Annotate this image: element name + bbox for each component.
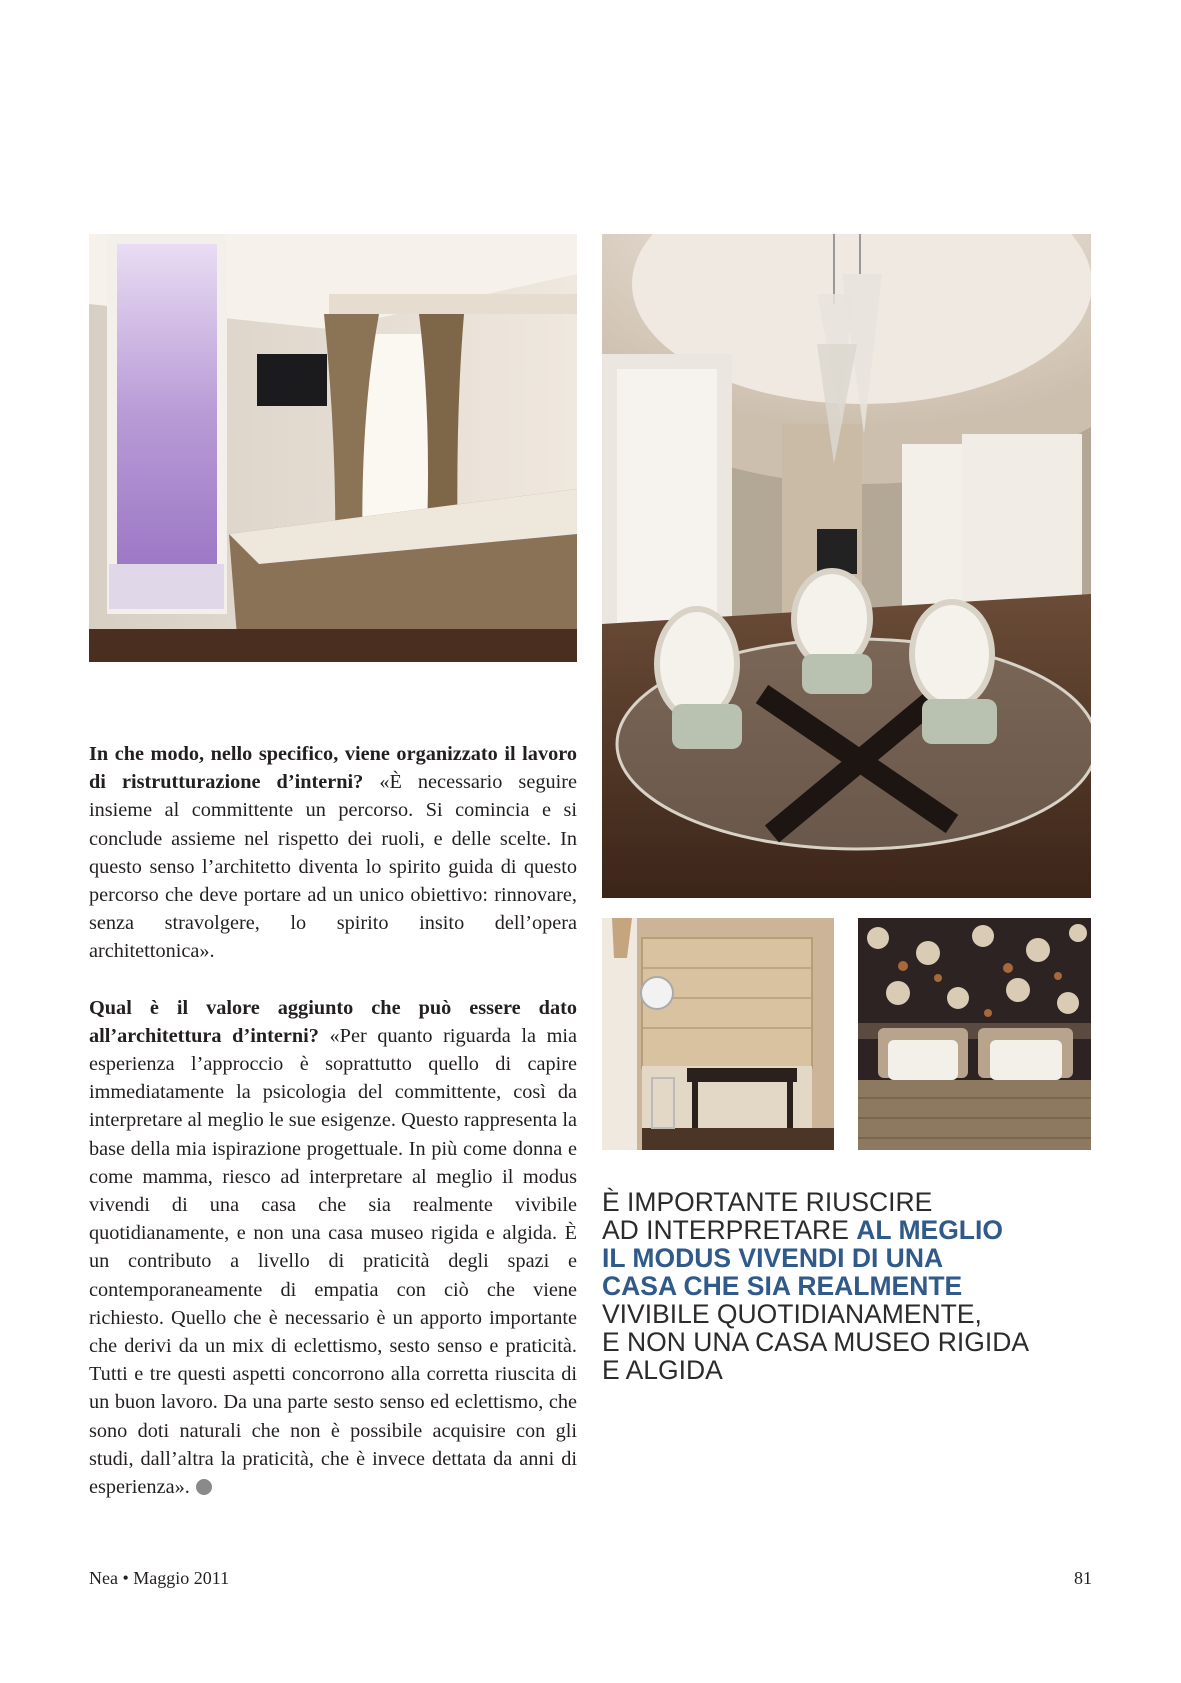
- photo-bedroom: [89, 234, 577, 662]
- pull-quote-line: VIVIBILE QUOTIDIANAMENTE,: [602, 1299, 982, 1329]
- question-1: In che modo, nello specifico, viene organizzato il lavoro di ristrutturazione d’interni?: [89, 743, 577, 794]
- paragraph-2: [89, 994, 577, 1502]
- pull-quote-highlight: IL MODUS VIVENDI DI UNA: [602, 1243, 944, 1273]
- pull-quote-line: È IMPORTANTE RIUSCIRE: [602, 1187, 933, 1217]
- end-mark-icon: [196, 1479, 212, 1495]
- photo-bathroom: [602, 918, 834, 1150]
- answer-2: «Per quanto riguarda la mia esperienza l’approccio è soprattutto quello di capire immediatamente la psicologia del committente, così da interpretare al meglio le sue esigenze. Questo rappresenta la base della mia ispirazione progettuale. In più come donna e come mamma, riesco ad interpretare al meglio il modus vivendi di una casa che sia realmente vivibile quotidianamente, e non una casa museo rigida e algida. È un contributo a livello di praticità degli spazi e contemporaneamente di empatia con ciò che viene richiesto. Quello che è necessario è un apporto importante che derivi da un mix di eclettismo, sesto senso e praticità. Tutti e tre questi aspetti concorrono alla corretta riuscita di un buon lavoro. Da una parte sesto senso ed eclettismo, che sono doti naturali che non è possibile acquisire con gli studi, dall’altra la praticità, che è invece dettata da anni di esperienza».: [89, 1024, 577, 1499]
- article-body: [89, 740, 577, 1501]
- pull-quote-line: [602, 1216, 1122, 1244]
- pull-quote-text: AD INTERPRETARE: [602, 1215, 857, 1245]
- pull-quote-highlight: AL MEGLIO: [856, 1215, 1003, 1245]
- pull-quote-highlight: CASA CHE SIA REALMENTE: [602, 1271, 963, 1301]
- answer-1: «È necessario seguire insieme al committente un percorso. Si comincia e si conclude assieme nel rispetto dei ruoli, e delle scelte. In questo senso l’architetto diventa lo spirito guida di questo percorso che deve portare ad un unico obiettivo: rinnovare, senza stravolgere, lo spirito insito dell’opera architettonica».: [89, 771, 577, 963]
- question-2: Qual è il valore aggiunto che può essere dato all’architettura d’interni?: [89, 996, 577, 1047]
- pull-quote-line: E NON UNA CASA MUSEO RIGIDA: [602, 1327, 1030, 1357]
- paragraph-1: [89, 740, 577, 966]
- footer-publication: Nea • Maggio 2011: [89, 1568, 230, 1588]
- photo-bed-wallpaper: [858, 918, 1091, 1150]
- pull-quote: [602, 1188, 1122, 1384]
- photo-dining-room: [602, 234, 1091, 898]
- pull-quote-line: E ALGIDA: [602, 1355, 723, 1385]
- page-number: 81: [1074, 1568, 1092, 1588]
